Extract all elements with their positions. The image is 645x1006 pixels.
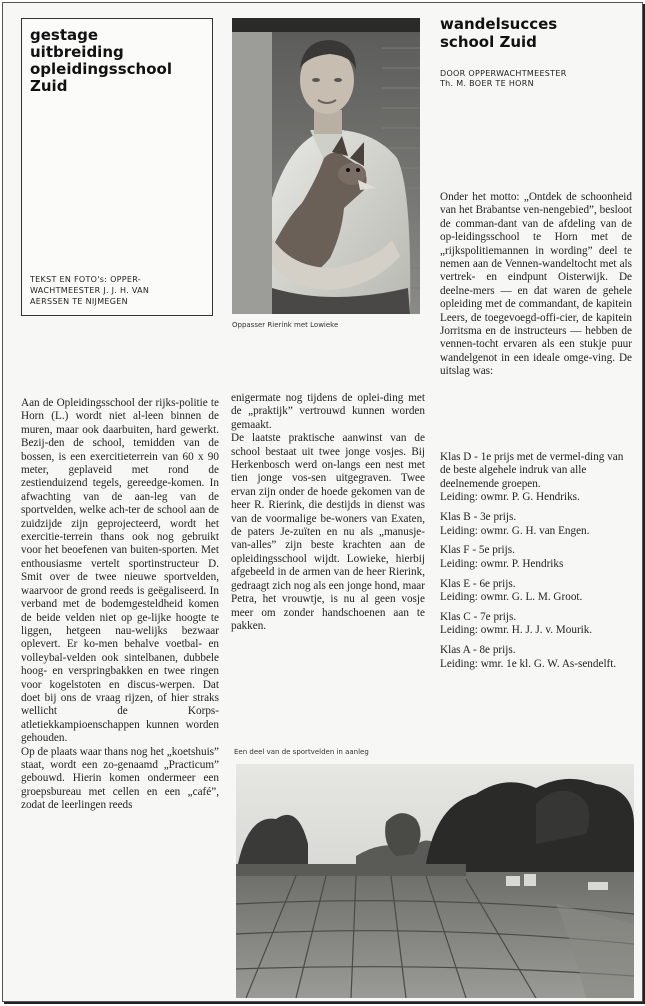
result-leader: Leiding: owmr. P. G. Hendriks. (440, 491, 580, 504)
result-class: Klas C - 7e prijs. (440, 611, 517, 624)
photo-sports-fields (236, 764, 634, 998)
magazine-page (2, 2, 643, 1002)
left-title-line: gestage (30, 26, 99, 44)
right-article-byline (440, 69, 640, 89)
result-entry (440, 644, 632, 671)
left-article-title (30, 27, 208, 95)
result-class: Klas F - 5e prijs. (440, 544, 515, 557)
result-class: Klas A - 8e prijs. (440, 644, 516, 657)
result-class: Klas E - 6e prijs. (440, 577, 516, 590)
left-title-line: Zuid (30, 77, 68, 95)
right-article-title (440, 15, 630, 51)
credit-line: TEKST EN FOTO's: OPPER- (30, 275, 141, 284)
result-class: Klas D - 1e prijs met de vermel-ding van de beste algehele indruk van alle deelnemende groepen. (440, 451, 624, 490)
results-list (440, 451, 632, 678)
result-leader: Leiding: wmr. 1e kl. G. W. As-sendelft. (440, 657, 617, 670)
left-article-column-1 (21, 397, 219, 813)
result-leader: Leiding: owmr. G. L. M. Groot. (440, 591, 583, 604)
left-header-box (21, 18, 213, 316)
credit-line: AERSSEN TE NIJMEGEN (30, 297, 128, 306)
paragraph: Onder het motto: „Ontdek de schoonheid van het Brabantse ven-nengebied”, besloot de comman-dant van de afdeling van de op-leidingsschool te Horn met de „rijkspolitiemannen in wording” deel te nemen aan de Vennen-wandeltocht met als vertrek- en eindpunt Oisterwijk. De deelne-mers — en dat waren de gehele opleiding met de commandant, de kapitein Leers, de toegevoegd-offi-cier, de kapitein Jorritsma en de instructeurs — hebben de vennen-tocht ervaren als een stukje puur wandelgenot in een ideale omge-ving. De uitslag was: (440, 191, 632, 378)
paragraph: enigermate nog tijdens de oplei-ding met de „praktijk” vertrouwd kunnen worden gemaakt. (231, 392, 425, 431)
photo-fields-caption: Een deel van de sportvelden in aanleg (234, 748, 369, 756)
paragraph: De laatste praktische aanwinst van de school bestaat uit twee jonge vosjes. Bij Herkenbosch werd on-langs een nest met tien jonge vos-sen uitgegraven. Twee ervan zijn onder de hoede gekomen van de heer R. Rierink, die destijds in dienst was van de voormalige be-woners van Exaten, de paters Je-zuïten en nu als „manusje-van-alles” zijn beste krachten aan de opleidingsschool wijdt. Lowieke, hierbij afgebeeld in de armen van de heer Rierink, gedraagt zich nog als een jonge hond, maar Petra, het vrouwtje, is nu al geen vosje meer om zonder handschoenen aan te pakken. (231, 432, 425, 632)
result-leader: Leiding: owmr. P. Hendriks (440, 557, 564, 570)
left-title-line: opleidingsschool (30, 60, 172, 78)
result-entry (440, 511, 632, 538)
left-title-line: uitbreiding (30, 43, 124, 61)
left-article-credit (30, 274, 208, 307)
result-entry (440, 451, 632, 505)
right-title-line: school Zuid (440, 33, 537, 51)
result-entry (440, 578, 632, 605)
credit-line: WACHTMEESTER J. J. H. VAN (30, 286, 150, 295)
result-class: Klas B - 3e prijs. (440, 511, 517, 524)
result-entry (440, 544, 632, 571)
byline-line: Th. M. BOER TE HORN (440, 79, 534, 88)
right-article-body (440, 191, 632, 379)
photo-fox-caption: Oppasser Rierink met Lowieke (232, 321, 339, 329)
paragraph: Aan de Opleidingsschool der rijks-politie te Horn (L.) wordt niet al-leen binnen de muren, maar ook daarbuiten, hard gewerkt. Bezij-den de school, temidden van de bossen, is een exercitieterrein van 60 x 90 meter, geplaveid met rond de zestienduizend tegels, gereedge-komen. In afwachting van de aan-leg van de sportvelden, welke ach-ter de school aan de zuidzijde zijn geprojecteerd, wordt het exercitie-terrein thans ook nog gebruikt voor het beoefenen van buiten-sporten. Met enthousiasme vertelt sportinstructeur D. Smit over de twee nieuwe sportvelden, waarvoor de grond reeds is geëgaliseerd. In verband met de bodemgesteldheid komen de beide velden niet op ge-lijke hoogte te liggen, hetgeen nau-welijks bezwaar oplevert. Er ko-men behalve voetbal- en volleybal-velden ook sintelbanen, dubbele hoog- en verspringbakken en twee ringen voor kogelstoten en discus-werpen. Dat doet bij ons de vraag rijzen, of hier straks wellicht de Korps-atletiekkampioenschappen kunnen worden gehouden. (21, 397, 219, 745)
photo-man-with-fox (232, 18, 420, 314)
result-leader: Leiding: owmr. G. H. van Engen. (440, 524, 590, 537)
left-article-column-2 (231, 392, 425, 633)
result-leader: Leiding: owmr. H. J. J. v. Mourik. (440, 624, 593, 637)
paragraph: Op de plaats waar thans nog het „koetshuis” staat, wordt een zo-genaamd „Practicum” gebouwd. Hierin komen ondermeer een groepsbureau met cellen en een „café”, zodat de leerlingen reeds (21, 745, 219, 812)
right-title-line: wandelsucces (440, 15, 558, 33)
result-entry (440, 611, 632, 638)
byline-line: DOOR OPPERWACHTMEESTER (440, 69, 567, 78)
